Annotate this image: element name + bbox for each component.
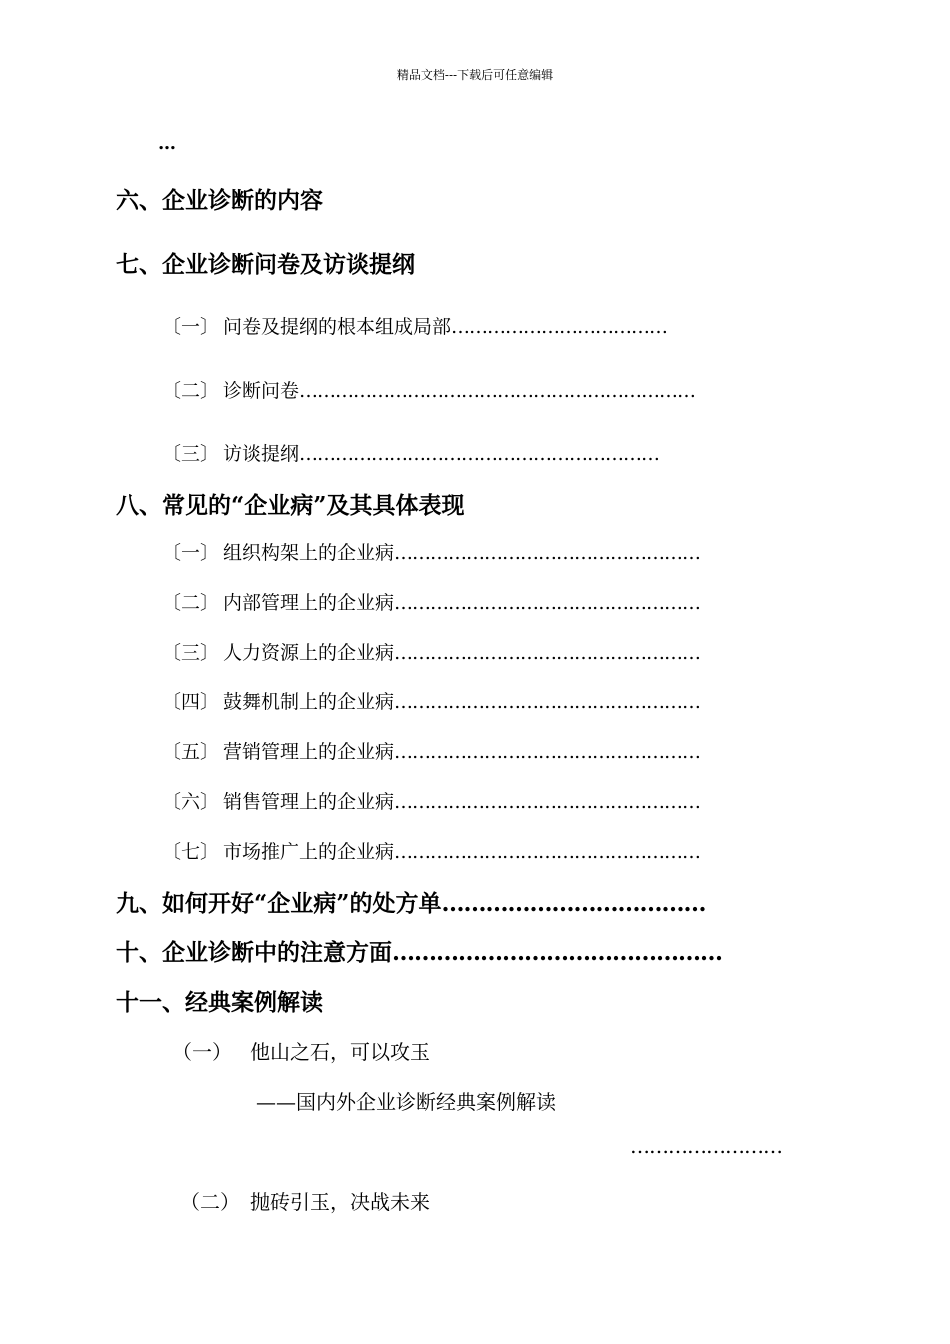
item-number: 〔二〕 bbox=[162, 592, 220, 614]
leader-dots: …………………………………………… bbox=[394, 841, 701, 863]
item-number: 〔一〕 bbox=[162, 316, 220, 338]
leader-dots: …………………………………………… bbox=[394, 691, 701, 713]
toc-section-9 bbox=[116, 885, 705, 918]
item-label: 人力资源上的企业病 bbox=[223, 642, 395, 664]
toc-item-7-3 bbox=[162, 439, 659, 466]
leader-dots: ………………………………………………………… bbox=[299, 380, 696, 402]
item-number: 〔七〕 bbox=[162, 841, 220, 863]
toc-section-6: 六、企业诊断的内容 bbox=[116, 187, 323, 214]
section-title: 九、如何开好“企业病”的处方单 bbox=[116, 890, 442, 917]
toc-item-8-6 bbox=[162, 787, 700, 814]
item-number: 〔三〕 bbox=[162, 642, 220, 664]
item-label: 鼓舞机制上的企业病 bbox=[223, 691, 395, 713]
item-number: 〔五〕 bbox=[162, 741, 220, 763]
case-2-number: （二） bbox=[180, 1190, 240, 1214]
toc-section-8: 八、常见的“企业病”及其具体表现 bbox=[116, 492, 465, 519]
item-number: 〔四〕 bbox=[162, 691, 220, 713]
item-label: 营销管理上的企业病 bbox=[223, 741, 395, 763]
toc-section-10 bbox=[116, 934, 722, 967]
page-header: 精品文档---下载后可任意编辑 bbox=[396, 68, 554, 82]
item-label: 市场推广上的企业病 bbox=[223, 841, 395, 863]
item-number: 〔六〕 bbox=[162, 791, 220, 813]
toc-item-8-2 bbox=[162, 588, 700, 615]
toc-item-7-2 bbox=[162, 376, 695, 403]
item-label: 组织构架上的企业病 bbox=[223, 542, 395, 564]
item-label: 问卷及提纲的根本组成局部 bbox=[223, 316, 452, 338]
item-label: 销售管理上的企业病 bbox=[223, 791, 395, 813]
toc-item-8-4 bbox=[162, 687, 700, 714]
leader-dots: …………………………………………………… bbox=[299, 443, 660, 465]
item-number: 〔三〕 bbox=[162, 443, 220, 465]
toc-item-8-3 bbox=[162, 638, 700, 665]
case-1-title: 他山之石，可以攻玉 bbox=[250, 1040, 430, 1064]
leader-dots: …………………………………………… bbox=[394, 642, 701, 664]
toc-section-11: 十一、经典案例解读 bbox=[116, 989, 323, 1016]
continuation-ellipsis: … bbox=[158, 133, 176, 154]
item-number: 〔二〕 bbox=[162, 380, 220, 402]
leader-dots: ……………………………… bbox=[451, 316, 668, 338]
item-label: 访谈提纲 bbox=[223, 443, 300, 465]
case-1-leader-dots: …………………… bbox=[630, 1134, 782, 1158]
leader-dots: …………………………………………… bbox=[394, 791, 701, 813]
toc-item-8-1 bbox=[162, 538, 700, 565]
case-1-number: （一） bbox=[172, 1040, 232, 1064]
item-label: 内部管理上的企业病 bbox=[223, 592, 395, 614]
leader-dots: …………………………………………… bbox=[394, 741, 701, 763]
leader-dots: …………………………………………… bbox=[394, 592, 701, 614]
toc-item-8-5 bbox=[162, 737, 700, 764]
leader-dots: ……………………………………… bbox=[392, 939, 722, 966]
section-title: 十、企业诊断中的注意方面 bbox=[116, 939, 392, 966]
leader-dots: ……………………………… bbox=[441, 890, 706, 917]
item-label: 诊断问卷 bbox=[223, 380, 300, 402]
case-1-subtitle: ——国内外企业诊断经典案例解读 bbox=[256, 1090, 556, 1114]
toc-item-8-7 bbox=[162, 837, 700, 864]
leader-dots: …………………………………………… bbox=[394, 542, 701, 564]
toc-section-7: 七、企业诊断问卷及访谈提纲 bbox=[116, 251, 415, 278]
item-number: 〔一〕 bbox=[162, 542, 220, 564]
case-2-title: 抛砖引玉，决战未来 bbox=[250, 1190, 430, 1214]
toc-item-7-1 bbox=[162, 312, 667, 339]
